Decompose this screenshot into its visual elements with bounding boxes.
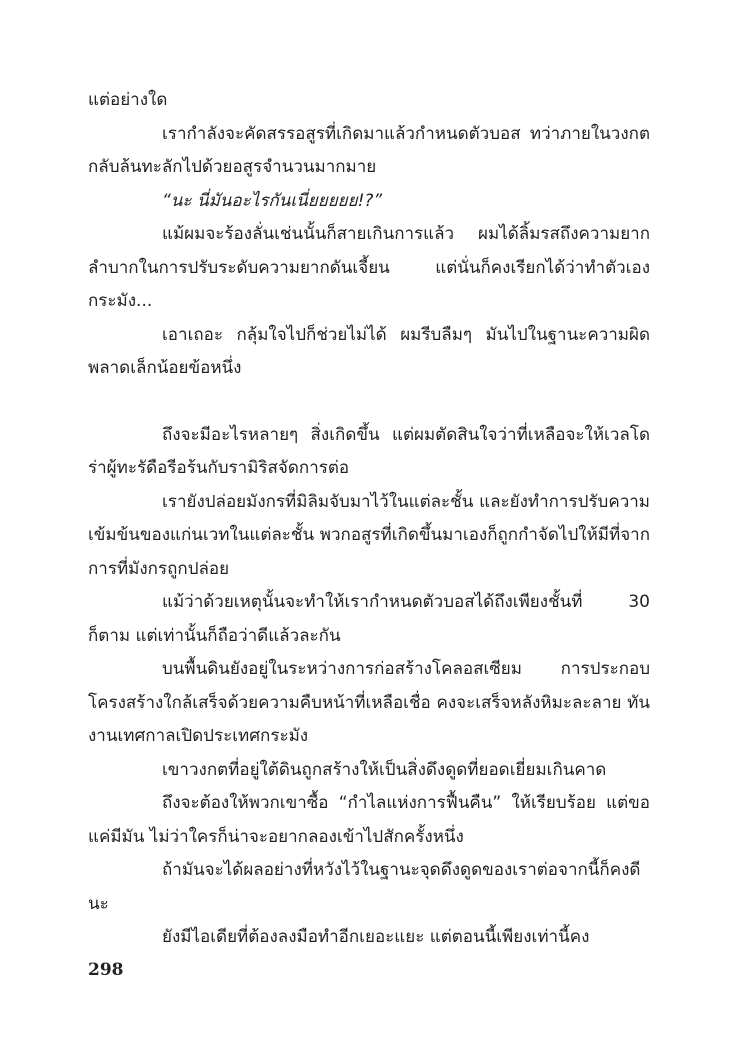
section-break bbox=[88, 386, 650, 419]
paragraph: ถ้ามันจะได้ผลอย่างที่หวังไว้ในฐานะจุดดึงดูดของเราต่อจากนี้ก็คงดีนะ bbox=[88, 860, 641, 914]
paragraph: ถึงจะมีอะไรหลายๆ สิ่งเกิดขึ้น แต่ผมตัดสินใจว่าที่เหลือจะให้เวลโดร่าผู้ทะรัดือรีอร้นกับรามิริสจัดการต่อ bbox=[88, 424, 650, 478]
paragraph: ถึงจะต้องให้พวกเขาซื้อ “กำไลแห่งการฟื้นคืน” ให้เรียบร้อย แต่ขอแค่มีมัน ไม่ว่าใครก็น่าจะอยากลองเข้าไปสักครั้งหนึ่ง bbox=[88, 793, 650, 847]
page-number: 298 bbox=[88, 960, 124, 980]
paragraph: เขาวงกตที่อยู่ใต้ดินถูกสร้างให้เป็นสิ่งดึงดูดที่ยอดเยี่ยมเกินคาด bbox=[162, 759, 607, 780]
paragraph: แต่อย่างใด bbox=[88, 90, 168, 110]
paragraph: แม้ว่าด้วยเหตุนั้นจะทำให้เรากำหนดตัวบอสได้ถึงเพียงชั้นที่ 30 ก็ตาม แต่เท่านั้นก็ถือว่าดีแล้วละกัน bbox=[88, 592, 650, 646]
paragraph: เรายังปล่อยมังกรที่มิลิมจับมาไว้ในแต่ละชั้น และยังทำการปรับความเข้มข้นของแก่นเวทในแต่ละชั้น พวกอสูรที่เกิดขึ้นมาเองก็ถูกกำจัดไปให้มีที่จากการที่มังกรถูกปล่อย bbox=[88, 491, 650, 579]
paragraph: เอาเถอะ กลุ้มใจไปก็ช่วยไม่ได้ ผมรีบลืมๆ มันไปในฐานะความผิดพลาดเล็กน้อยข้อหนึ่ง bbox=[88, 324, 650, 378]
paragraph: ยังมีไอเดียที่ต้องลงมือทำอีกเยอะแยะ แต่ตอนนี้เพียงเท่านี้คง bbox=[162, 927, 590, 947]
paragraph: บนพื้นดินยังอยู่ในระหว่างการก่อสร้างโคลอสเซียม การประกอบโครงสร้างใกล้เสร็จด้วยความคืบหน้าที่เหลือเชื่อ คงจะเสร็จหลังหิมะละลาย ทันงานเทศกาลเปิดประเทศกระมัง bbox=[88, 659, 650, 746]
body-text bbox=[88, 84, 650, 955]
paragraph: แม้ผมจะร้องลั่นเช่นนั้นก็สายเกินการแล้ว ผมได้ลิ้มรสถึงความยากลำบากในการปรับระดับความยากดันเจี้ยน แต่นั่นก็คงเรียกได้ว่าทำตัวเองกระมัง... bbox=[88, 224, 650, 311]
dialogue-paragraph: “นะ นี่มันอะไรกันเนี่ยยยยย!?” bbox=[162, 190, 383, 211]
paragraph: เรากำลังจะคัดสรรอสูรที่เกิดมาแล้วกำหนดตัวบอส ทว่าภายในวงกตกลับล้นทะลักไปด้วยอสูรจำนวนมากมาย bbox=[88, 123, 650, 177]
